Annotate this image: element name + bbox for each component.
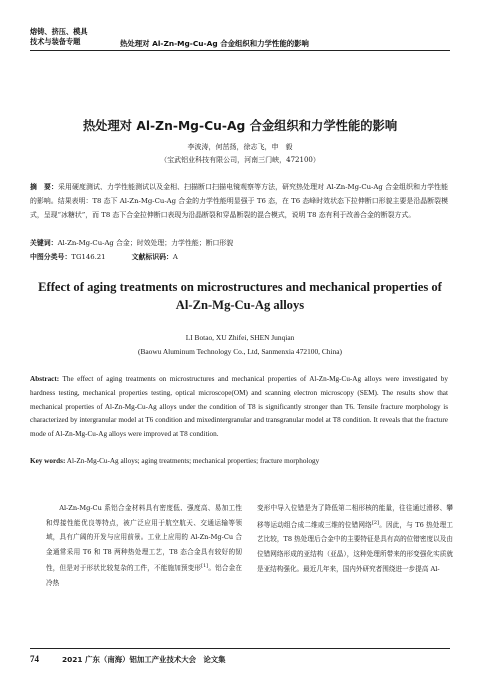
abstract-en-text: The effect of aging treatments on microstructures and mechanical properties of Al-Zn-Mg-Cu-Ag alloys were investigated by hardness testing, mechanical properties testing, optical microscope(OM) and scanning electron microscopy (SEM). The results show that mechanical properties of Al-Zn-Mg-Cu-Ag alloys under the condition of T8 is significantly stronger than T6. Tensile fracture morphology is characterized by intergranular model at T6 condition and mixedintergranular and transgranular model at T8 condition. It reveals that the fracture mode of Al-Zn-Mg-Cu-Ag alloys were improved at T8 condition.	[30, 375, 448, 439]
authors-cn: 李波涛，何茁扬，徐志飞，申 毅	[187, 143, 293, 151]
conference-name: 2021 广东（南海）铝加工产业技术大会 论文集	[62, 655, 226, 664]
footer	[30, 654, 226, 665]
affiliation-cn: （宝武铝业科技有限公司，河南三门峡，472100）	[160, 156, 320, 164]
footer-divider	[30, 648, 450, 649]
body-text: 。因此，与 T6 热处理工艺比较，T8 热处理后合金中的主要特征是具有高的位错密度以及由位错网络形成的亚结构（亚晶），这种处理所带来的形变强化实质就是亚结构强化。最近几年来，国内外研究者围绕进一步提高 Al-	[257, 520, 453, 573]
keywords-en-label: Key words:	[30, 457, 66, 465]
page-number: 74	[30, 654, 39, 664]
section-label-line2: 技术与装备专题	[30, 37, 81, 46]
citation-ref: [2]	[371, 519, 380, 526]
keywords-block-cn	[30, 236, 233, 264]
abstract-cn-text: 采用硬度测试、力学性能测试以及金相、扫描断口扫描电镜观察等方法，研究热处理对 Al-Zn-Mg-Cu-Ag 合金组织和力学性能的影响。结果表明：T8 态下 Al-Zn-Mg-Cu-Ag 合金的力学性能明显强于 T6 态，在 T6 态峰时效状态下拉伸断口形貌主要是沿晶断裂模式，呈现“冰糖状”，而 T8 态下合金拉伸断口表现为沿晶断裂和穿晶断裂的混合模式，说明 T8 态有利于改善合金的断裂方式。	[30, 183, 449, 219]
body-text: 。铝合金在冷热	[46, 564, 242, 588]
abstract-en	[30, 373, 448, 442]
body-column-right	[257, 501, 453, 576]
body-text: Al-Zn-Mg-Cu 系铝合金材料具有密度低、强度高、易加工性和焊接性能优良等特点，被广泛应用于航空航天、交通运输等领域，具有广阔的开发与应用前景。工业上应用的 Al-Zn-Mg-Cu 合金通常采用 T6 和 T8 两种热处理工艺，T8 态合金具有较好的韧性，但是对于形状比较复杂的工件，不能施加预变形	[46, 504, 242, 573]
abstract-en-label: Abstract:	[30, 375, 60, 383]
keywords-cn: Al-Zn-Mg-Cu-Ag 合金；时效处理；力学性能；断口形貌	[57, 239, 234, 247]
abstract-cn-label: 摘 要：	[30, 183, 59, 191]
doc-code-label: 文献标识码：	[131, 253, 173, 261]
clc-label: 中图分类号：	[30, 253, 72, 261]
affiliation-en: (Baowu Aluminum Technology Co., Ltd, Sanmenxia 472100, China)	[137, 347, 342, 356]
keywords-en-block	[30, 455, 448, 467]
article-title-en: Effect of aging treatments on microstructures and mechanical properties of Al-Zn-Mg-Cu-Ag alloys	[38, 280, 442, 312]
abstract-cn	[30, 180, 448, 222]
section-label	[30, 27, 88, 47]
doc-code-value: A	[172, 253, 178, 261]
authors-en: LI Botao, XU Zhifei, SHEN Junqian	[185, 333, 295, 342]
header-divider	[30, 50, 450, 51]
body-paragraph	[257, 501, 453, 576]
section-label-line1: 熔铸、挤压、模具	[30, 27, 88, 36]
keywords-en: Al-Zn-Mg-Cu-Ag alloys; aging treatments; mechanical properties; fracture morphology	[66, 457, 320, 465]
body-paragraph	[46, 501, 242, 591]
clc-value: TG146.21	[71, 253, 106, 261]
article-title-cn: 热处理对 Al-Zn-Mg-Cu-Ag 合金组织和力学性能的影响	[82, 119, 398, 133]
body-column-left	[46, 501, 242, 591]
citation-ref: [1]	[201, 563, 209, 570]
keywords-cn-label: 关键词：	[30, 239, 58, 247]
body-text: 变形中导入位错是为了降低第二相形核的能量，往往通过滑移、攀移等运动组合成二维或三维的位错网络	[257, 504, 453, 529]
running-title: 热处理对 Al-Zn-Mg-Cu-Ag 合金组织和力学性能的影响	[120, 39, 309, 48]
